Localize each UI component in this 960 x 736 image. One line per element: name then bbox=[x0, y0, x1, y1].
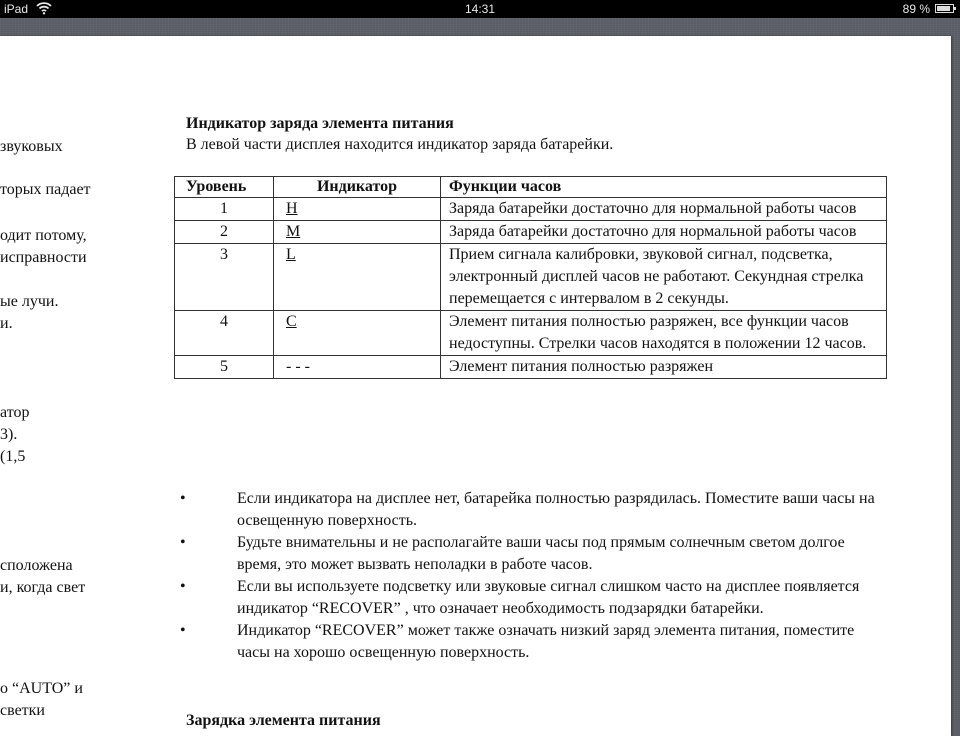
left-text-fragment: светки bbox=[0, 702, 45, 719]
header-function: Функции часов bbox=[441, 177, 887, 198]
bullet-icon: • bbox=[180, 490, 186, 507]
battery-level-table bbox=[174, 176, 887, 379]
table-row bbox=[175, 311, 887, 356]
note-item bbox=[180, 488, 880, 532]
note-text: Будьте внимательны и не располагайте ваши часы под прямым солнечным светом долгое время, это может вызвать неполадки в работе часов. bbox=[237, 534, 845, 573]
left-text-fragment: торых падает bbox=[0, 181, 91, 198]
left-text-fragment: и. bbox=[0, 315, 13, 332]
note-text: Индикатор “RECOVER” может также означать низкий заряд элемента питания, поместите часы на хорошо освещенную поверхность. bbox=[237, 622, 855, 661]
function-cell: Элемент питания полностью разряжен, все функции часов недоступны. Стрелки часов находятся в положении 12 часов. bbox=[441, 311, 887, 356]
level-cell: 4 bbox=[175, 311, 274, 356]
indicator-cell: - - - bbox=[274, 356, 441, 379]
bullet-icon: • bbox=[180, 578, 186, 595]
bullet-icon: • bbox=[180, 622, 186, 639]
section bbox=[186, 114, 886, 156]
indicator-cell: L bbox=[274, 244, 441, 311]
function-cell: Элемент питания полностью разряжен bbox=[441, 356, 887, 379]
left-text-fragment: атор bbox=[0, 404, 30, 421]
table-header-row bbox=[175, 177, 887, 198]
battery-fill bbox=[937, 6, 950, 11]
left-text-fragment: ые лучи. bbox=[0, 293, 59, 310]
left-text-fragment: сположена bbox=[0, 557, 73, 574]
table-row bbox=[175, 356, 887, 379]
function-cell: Заряда батарейки достаточно для нормальной работы часов bbox=[441, 221, 887, 244]
status-bar bbox=[0, 0, 960, 18]
header-level: Уровень bbox=[175, 177, 274, 198]
level-cell: 1 bbox=[175, 198, 274, 221]
clock: 14:31 bbox=[464, 2, 496, 16]
battery-icon bbox=[935, 4, 954, 13]
left-text-fragment: 3). bbox=[0, 426, 18, 443]
next-section-heading: Зарядка элемента питания bbox=[186, 712, 381, 729]
battery-percent: 89 % bbox=[902, 2, 930, 16]
note-item bbox=[180, 576, 880, 620]
document-page[interactable] bbox=[0, 36, 951, 736]
notes-list bbox=[180, 488, 880, 664]
function-cell: Прием сигнала калибровки, звуковой сигнал, подсветка, электронный дисплей часов не работают. Секундная стрелка перемещается с интервалом в 2 секунды. bbox=[441, 244, 887, 311]
note-text: Если вы используете подсветку или звуковые сигнал слишком часто на дисплее появляется индикатор “RECOVER” , что означает необходимость подзарядки батарейки. bbox=[237, 578, 860, 617]
left-text-fragment: одит потому, bbox=[0, 227, 87, 244]
section-intro: В левой части дисплея находится индикатор заряда батарейки. bbox=[186, 136, 614, 153]
table-row bbox=[175, 198, 887, 221]
left-text-fragment: звуковых bbox=[0, 138, 63, 155]
section-title: Индикатор заряда элемента питания bbox=[186, 115, 454, 132]
table-row bbox=[175, 221, 887, 244]
level-cell: 3 bbox=[175, 244, 274, 311]
level-cell: 2 bbox=[175, 221, 274, 244]
header-indicator: Индикатор bbox=[274, 177, 441, 198]
table-row bbox=[175, 244, 887, 311]
note-item bbox=[180, 532, 880, 576]
bullet-icon: • bbox=[180, 534, 186, 551]
left-text-fragment: исправности bbox=[0, 249, 87, 266]
level-cell: 5 bbox=[175, 356, 274, 379]
left-text-fragment: (1,5 bbox=[0, 448, 26, 465]
function-cell: Заряда батарейки достаточно для нормальной работы часов bbox=[441, 198, 887, 221]
left-text-fragment: о “AUTO” и bbox=[0, 680, 83, 697]
device-name: iPad bbox=[4, 2, 29, 16]
indicator-cell: C bbox=[274, 311, 441, 356]
note-item bbox=[180, 620, 880, 664]
note-text: Если индикатора на дисплее нет, батарейка полностью разрядилась. Поместите ваши часы на освещенную поверхность. bbox=[237, 490, 875, 529]
indicator-cell: H bbox=[274, 198, 441, 221]
indicator-cell: M bbox=[274, 221, 441, 244]
left-text-fragment: и, когда свет bbox=[0, 579, 86, 596]
